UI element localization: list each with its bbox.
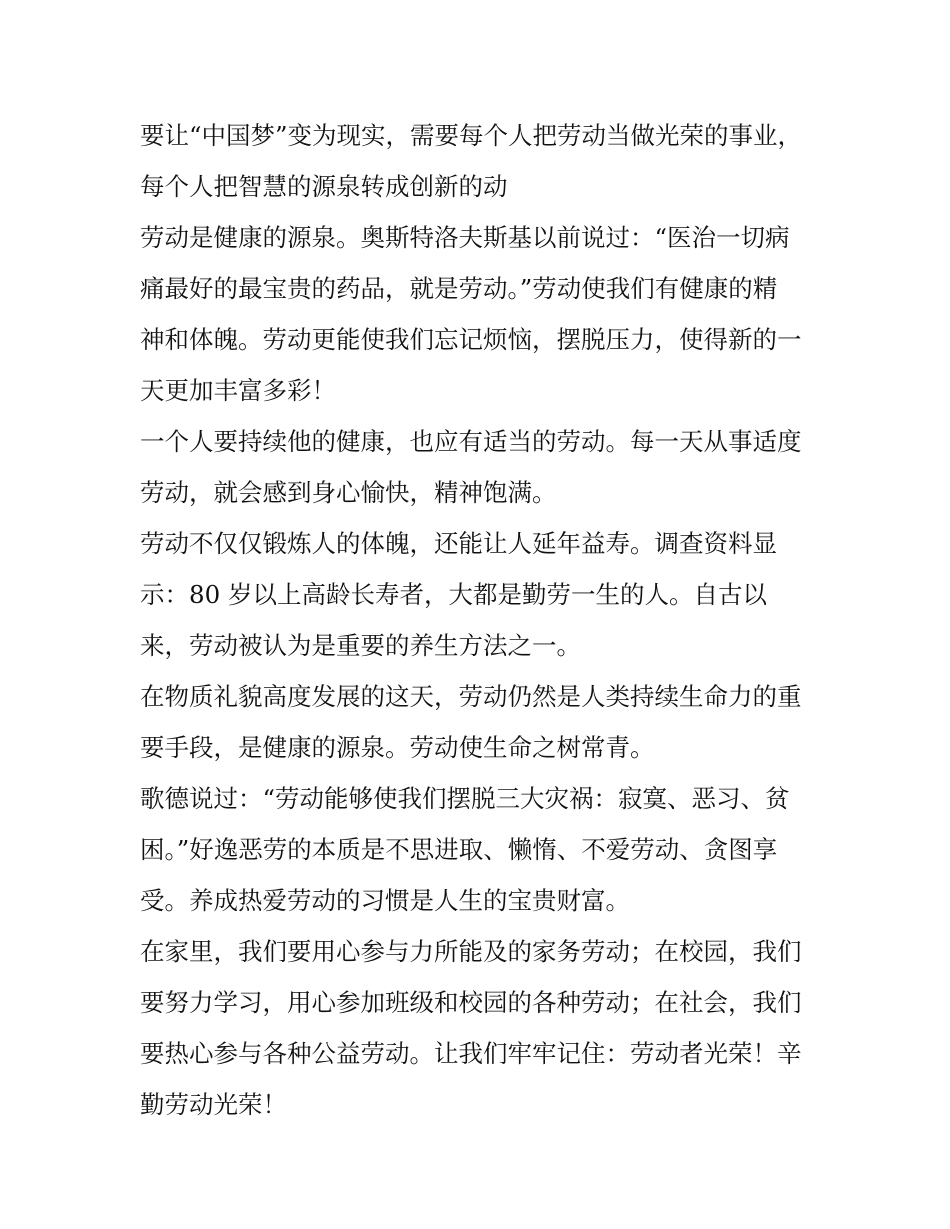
text-line: 在家里，我们要用心参与力所能及的家务劳动；在校园，我们	[140, 937, 802, 966]
text-line: 每个人把智慧的源泉转成创新的动	[140, 172, 508, 201]
text-line: 受。养成热爱劳动的习惯是人生的宝贵财富。	[140, 886, 630, 915]
text-line: 劳动不仅仅锻炼人的体魄，还能让人延年益寿。调查资料显	[140, 529, 777, 558]
text-line: 困。”好逸恶劳的本质是不思进取、懒惰、不爱劳动、贪图享	[140, 835, 778, 864]
text-line: 天更加丰富多彩！	[140, 376, 336, 405]
paragraph-7	[140, 926, 820, 1130]
text-line: 痛最好的最宝贵的药品，就是劳动。”劳动使我们有健康的精	[140, 274, 778, 303]
text-line: 示：80 岁以上高龄长寿者，大都是勤劳一生的人。自古以	[140, 580, 767, 609]
paragraph-6	[140, 773, 820, 926]
text-line: 一个人要持续他的健康，也应有适当的劳动。每一天从事适度	[140, 427, 802, 456]
text-line: 要让“中国梦”变为现实，需要每个人把劳动当做光荣的事业，	[140, 121, 803, 150]
text-line: 要热心参与各种公益劳动。让我们牢牢记住：劳动者光荣！辛	[140, 1039, 802, 1068]
text-line: 来，劳动被认为是重要的养生方法之一。	[140, 631, 581, 660]
text-line: 要手段，是健康的源泉。劳动使生命之树常青。	[140, 733, 655, 762]
text-line: 勤劳动光荣！	[140, 1090, 287, 1119]
document-page	[140, 110, 820, 1130]
paragraph-4	[140, 518, 820, 671]
text-line: 歌德说过：“劳动能够使我们摆脱三大灾祸：寂寞、恶习、贫	[140, 784, 790, 813]
text-line: 劳动，就会感到身心愉快，精神饱满。	[140, 478, 557, 507]
paragraph-2	[140, 212, 820, 416]
paragraph-3	[140, 416, 820, 518]
paragraph-1	[140, 110, 820, 212]
text-line: 要努力学习，用心参加班级和校园的各种劳动；在社会，我们	[140, 988, 802, 1017]
text-line: 劳动是健康的源泉。奥斯特洛夫斯基以前说过：“医治一切病	[140, 223, 790, 252]
text-line: 神和体魄。劳动更能使我们忘记烦恼，摆脱压力，使得新的一	[140, 325, 802, 354]
paragraph-5	[140, 671, 820, 773]
text-line: 在物质礼貌高度发展的这天，劳动仍然是人类持续生命力的重	[140, 682, 802, 711]
